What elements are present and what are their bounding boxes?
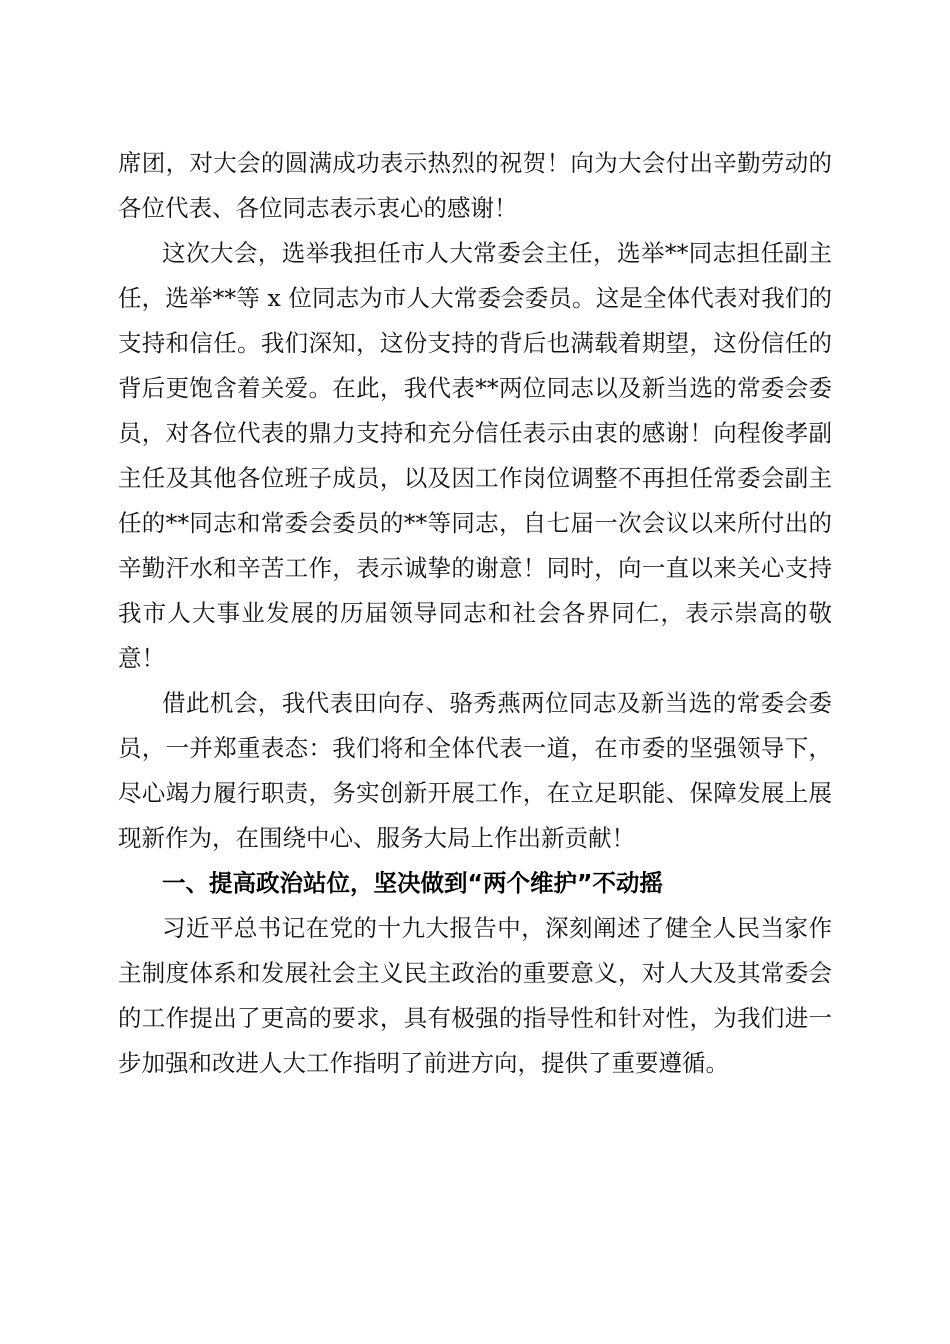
paragraph-election: 这次大会，选举我担任市人大常委会主任，选举**同志担任副主任，选举**等 x 位同志为市人大常委会委员。这是全体代表对我们的支持和信任。我们深知，这份支持的背后也满载着期望，这份信任的背后更饱含着关爱。在此，我代表**两位同志以及新当选的常委会委员，对各位代表的鼎力支持和充分信任表示由衷的感谢！向程俊孝副主任及其他各位班子成员，以及因工作岗位调整不再担任常委会副主任的**同志和常委会委员的**等同志，自七届一次会议以来所付出的辛勤汗水和辛苦工作，表示诚挚的谢意！同时，向一直以来关心支持我市人大事业发展的历届领导同志和社会各界同仁，表示崇高的敬意！ — [118, 239, 832, 672]
paragraph-section-body: 习近平总书记在党的十九大报告中，深刻阐述了健全人民当家作主制度体系和发展社会主义民主政治的重要意义，对人大及其常委会的工作提出了更高的要求，具有极强的指导性和针对性，为我们进一步加强和改进人大工作指明了前进方向，提供了重要遵循。 — [118, 914, 832, 1077]
document-page — [118, 141, 832, 1086]
paragraph-continued: 席团，对大会的圆满成功表示热烈的祝贺！向为大会付出辛勤劳动的各位代表、各位同志表示衷心的感谢！ — [118, 149, 832, 222]
paragraph-pledge: 借此机会，我代表田向存、骆秀燕两位同志及新当选的常委会委员，一并郑重表态：我们将和全体代表一道，在市委的坚强领导下，尽心竭力履行职责，务实创新开展工作，在立足职能、保障发展上展现新作为，在围绕中心、服务大局上作出新贡献！ — [118, 689, 832, 852]
section-heading: 一、提高政治站位，坚决做到“两个维护”不动摇 — [162, 869, 663, 897]
